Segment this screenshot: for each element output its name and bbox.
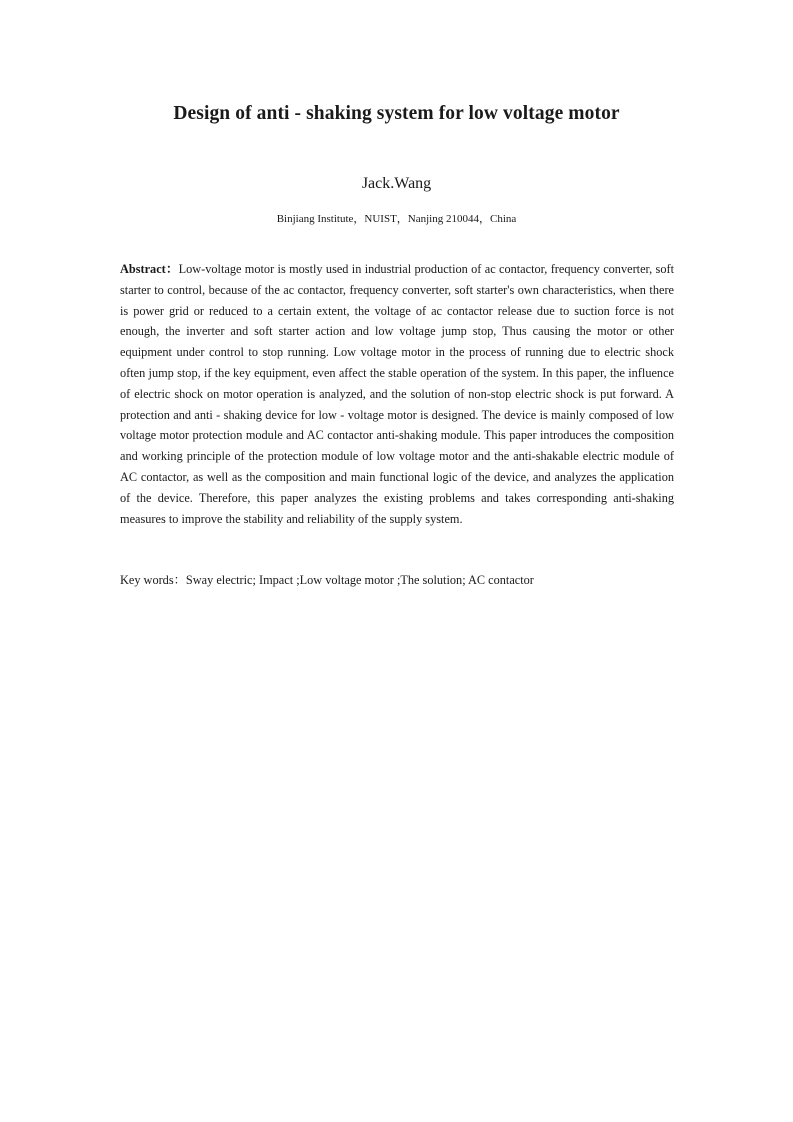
keywords-line [120, 570, 674, 591]
keywords-label: Key words： [120, 573, 186, 587]
paper-title: Design of anti - shaking system for low voltage motor [173, 103, 620, 124]
abstract-label: Abstract： [120, 262, 179, 276]
abstract-text: Low-voltage motor is mostly used in industrial production of ac contactor, frequency converter, soft starter to control, because of the ac contactor, frequency converter, soft starter's own characteristics, when there is power grid or reduced to a certain extent, the voltage of ac contactor release due to suction force is not enough, the inverter and soft starter action and low voltage jump stop, Thus causing the motor or other equipment under control to stop running. Low voltage motor in the process of running due to electric shock often jump stop, if the key equipment, even affect the stable operation of the system. In this paper, the influence of electric shock on motor operation is analyzed, and the solution of non-stop electric shock is put forward. A protection and anti - shaking device for low - voltage motor is designed. The device is mainly composed of low voltage motor protection module and AC contactor anti-shaking module. This paper introduces the composition and working principle of the protection module of low voltage motor and the anti-shakable electric module of AC contactor, as well as the composition and main functional logic of the device, and analyzes the application of the device. Therefore, this paper analyzes the existing problems and takes corresponding anti-shaking measures to improve the stability and reliability of the supply system. [120, 262, 675, 526]
abstract-paragraph [120, 259, 674, 529]
author-affiliation: Binjiang Institute，NUIST，Nanjing 210044，China [276, 213, 517, 225]
keywords-text: Sway electric; Impact ;Low voltage motor ;The solution; AC contactor [185, 573, 534, 587]
author-name: Jack.Wang [361, 175, 432, 192]
